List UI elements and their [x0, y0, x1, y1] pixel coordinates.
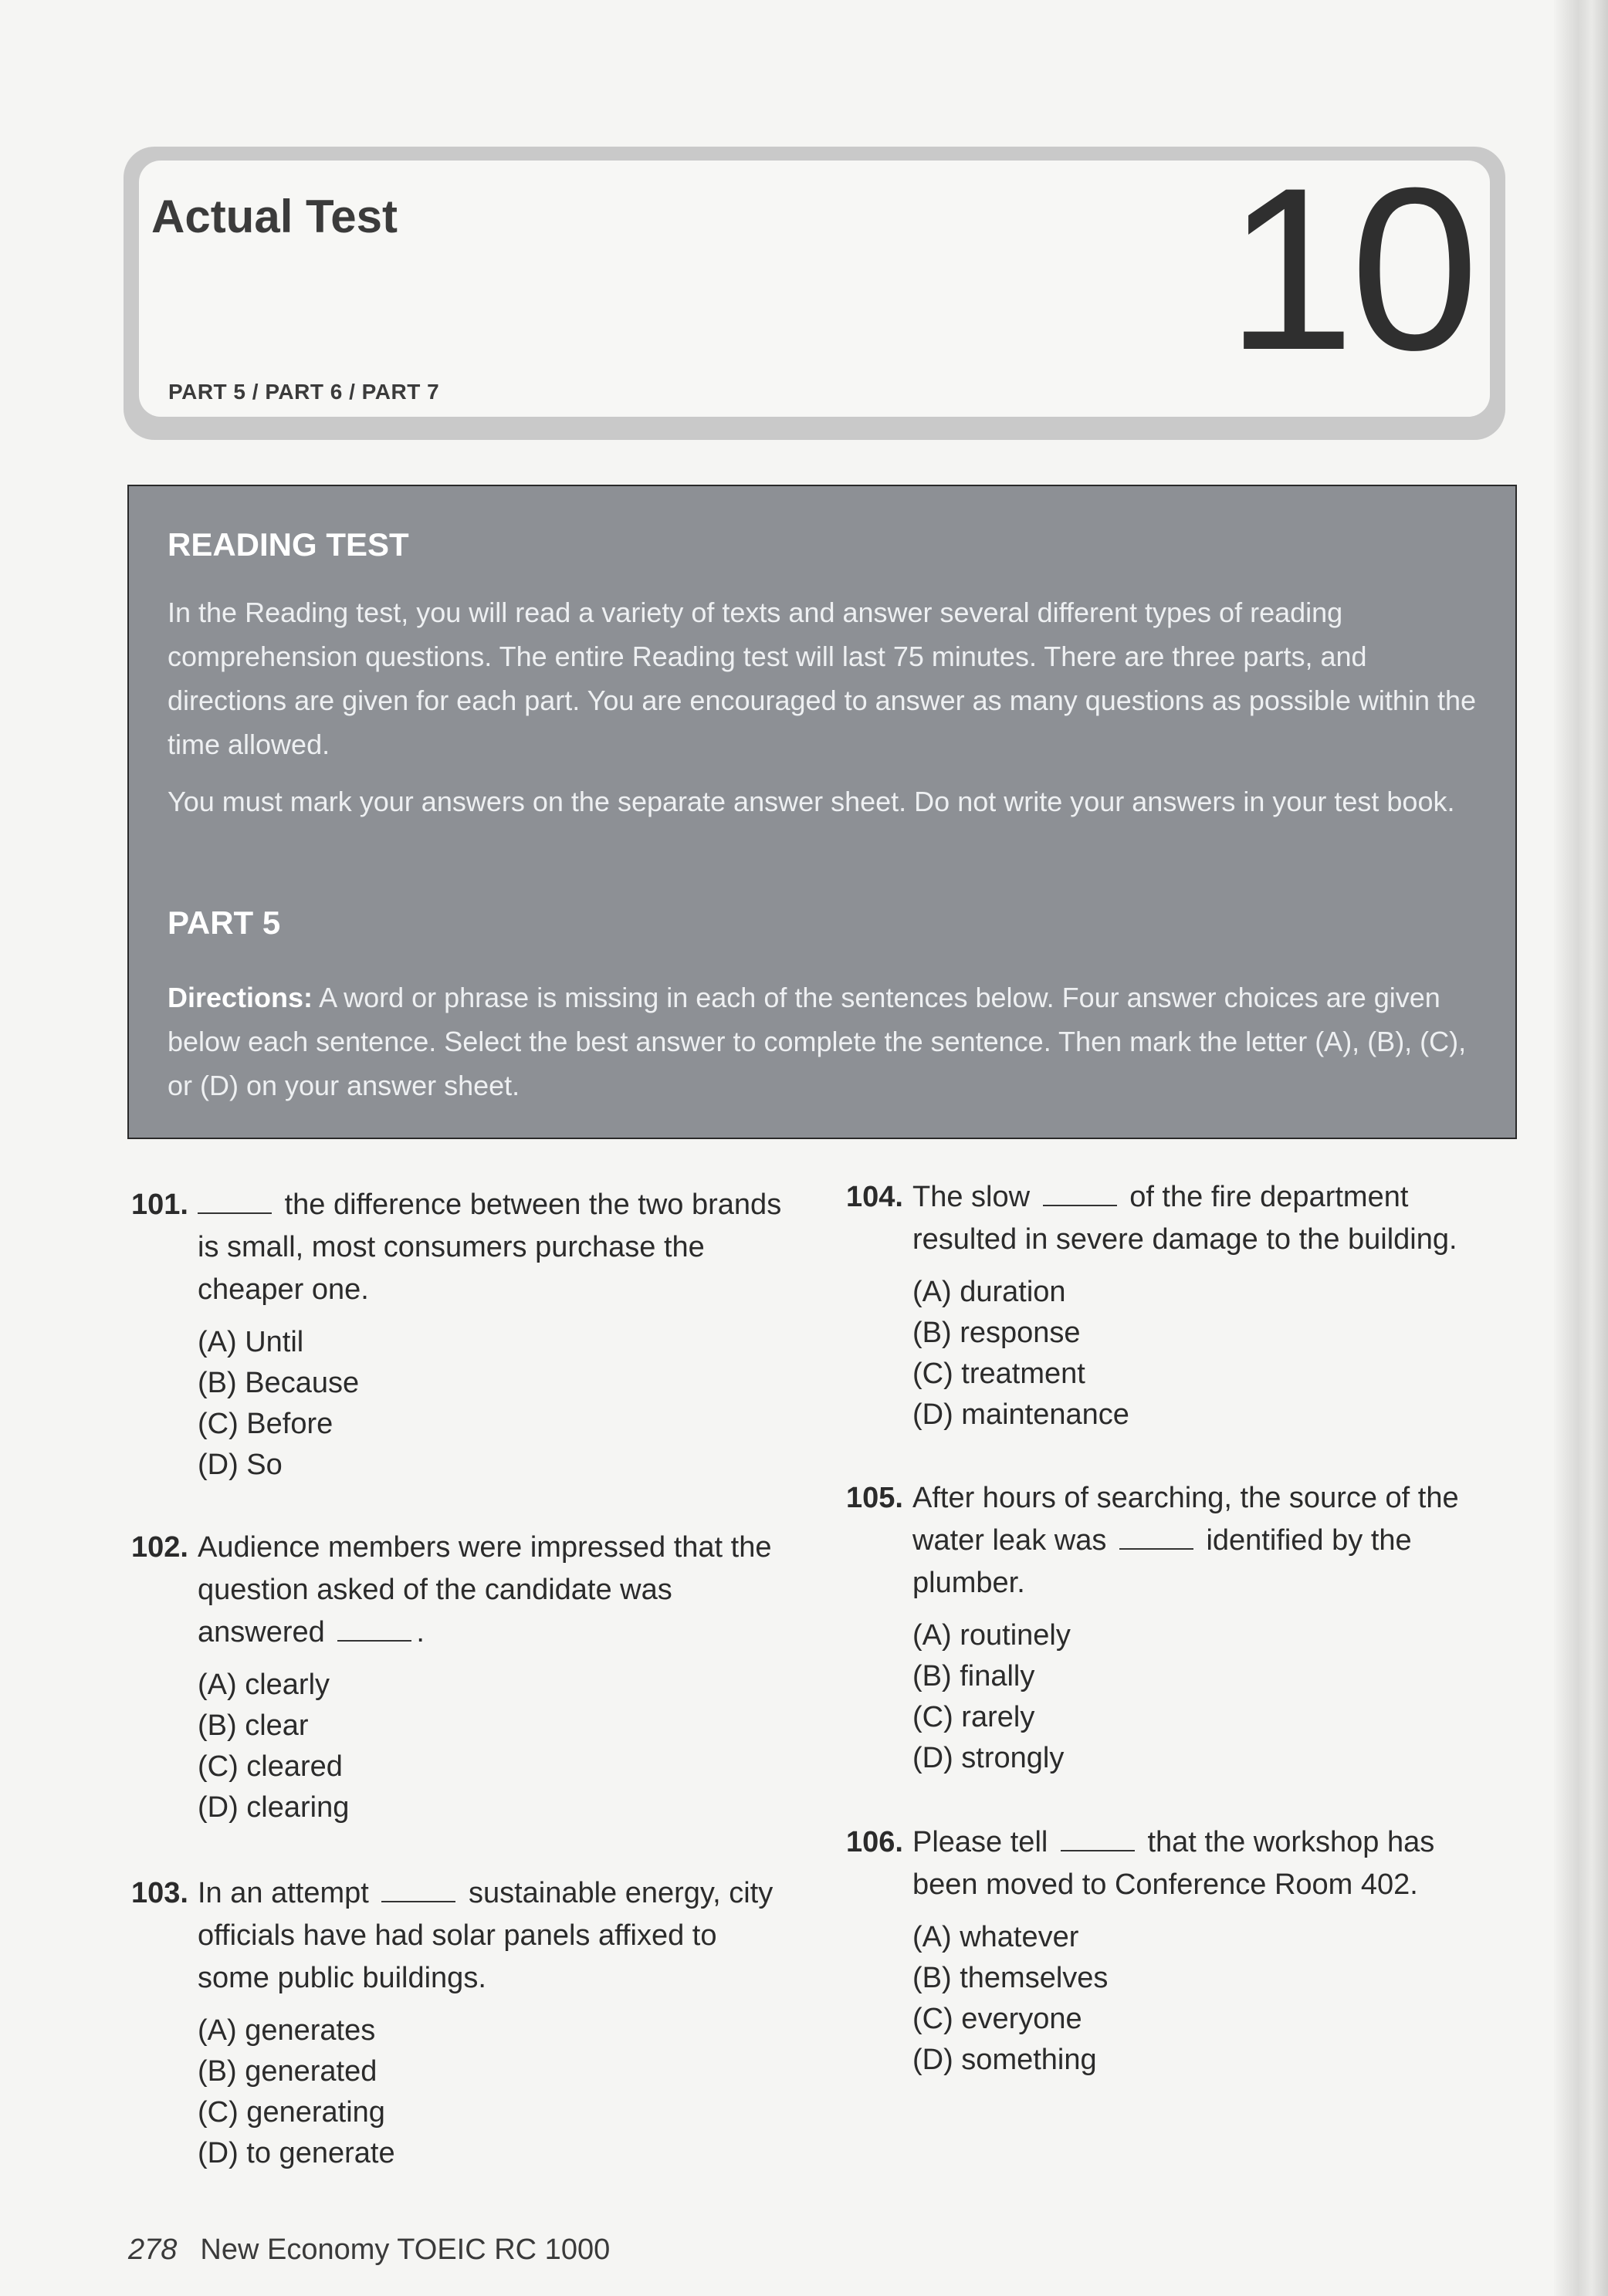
question-105	[846, 1477, 1507, 1779]
option-a: (A) clearly	[198, 1669, 330, 1701]
option-b: (B) response	[912, 1317, 1081, 1349]
reading-test-instructions	[127, 485, 1517, 1139]
answer-blank	[381, 1901, 455, 1902]
option-b: (B) clear	[198, 1709, 309, 1742]
page-title: Actual Test	[151, 191, 398, 242]
option-b: (B) finally	[912, 1660, 1035, 1692]
option-c: (C) Before	[198, 1408, 333, 1440]
option-a: (A) routinely	[912, 1619, 1071, 1652]
answer-options	[912, 1615, 1507, 1779]
option-d: (D) to generate	[198, 2137, 395, 2169]
answer-blank	[1043, 1205, 1117, 1206]
answer-options	[198, 1322, 792, 1486]
option-a: (A) Until	[198, 1326, 304, 1358]
option-c: (C) everyone	[912, 2003, 1082, 2035]
answer-blank	[1119, 1548, 1193, 1550]
option-c: (C) cleared	[198, 1750, 343, 1783]
question-number: 101.	[131, 1189, 188, 1221]
directions-text: A word or phrase is missing in each of the sentences below. Four answer choices are given below each sentence. Select the best answer to complete the sentence. Then mark the letter (A), (B), (C), or (D) on your answer sheet.	[168, 982, 1467, 1101]
question-number: 103.	[131, 1877, 188, 1909]
option-c: (C) treatment	[912, 1358, 1085, 1390]
question-stem: After hours of searching, the source of the water leak was identified by the plumber.	[912, 1482, 1459, 1599]
question-stem: the difference between the two brands is small, most consumers purchase the cheaper one.	[198, 1189, 782, 1306]
answer-blank	[337, 1640, 411, 1642]
page-number: 278	[128, 2233, 178, 2266]
test-number: 10	[1226, 139, 1474, 398]
book-title: New Economy TOEIC RC 1000	[200, 2233, 611, 2266]
question-103	[131, 1872, 792, 2174]
page-spine-shadow	[1554, 0, 1608, 2296]
option-a: (A) duration	[912, 1276, 1066, 1308]
option-a: (A) generates	[198, 2014, 376, 2047]
question-number: 106.	[846, 1826, 903, 1858]
option-d: (D) clearing	[198, 1791, 350, 1824]
question-stem: Please tell that the workshop has been moved to Conference Room 402.	[912, 1826, 1435, 1901]
reading-intro-paragraph: In the Reading test, you will read a variety of texts and answer several different types of reading comprehension questions. The entire Reading test will last 75 minutes. There are three parts, and directions are given for each part. You are encouraged to answer as many questions as possible within the time allowed.	[168, 597, 1477, 760]
answer-options	[912, 1917, 1507, 2081]
option-c: (C) rarely	[912, 1701, 1035, 1733]
question-number: 102.	[131, 1531, 188, 1564]
answer-blank	[1061, 1850, 1135, 1851]
question-number: 104.	[846, 1181, 903, 1213]
option-d: (D) So	[198, 1449, 283, 1481]
option-b: (B) Because	[198, 1367, 360, 1399]
option-a: (A) whatever	[912, 1921, 1079, 1953]
parts-label: PART 5 / PART 6 / PART 7	[168, 380, 440, 404]
answer-options	[198, 2010, 792, 2174]
option-d: (D) something	[912, 2044, 1097, 2076]
option-b: (B) themselves	[912, 1962, 1109, 1994]
question-number: 105.	[846, 1482, 903, 1514]
question-stem: Audience members were impressed that the question asked of the candidate was answered .	[198, 1531, 772, 1648]
question-106	[846, 1821, 1507, 2081]
option-c: (C) generating	[198, 2096, 385, 2129]
option-d: (D) maintenance	[912, 1398, 1129, 1431]
directions-paragraph	[168, 976, 1480, 1107]
question-stem: In an attempt sustainable energy, city officials have had solar panels affixed to some public buildings.	[198, 1877, 774, 1994]
question-102	[131, 1527, 792, 1828]
answer-options	[912, 1272, 1507, 1435]
answer-blank	[198, 1212, 272, 1214]
question-101	[131, 1184, 792, 1486]
answer-options	[198, 1665, 792, 1828]
question-stem: The slow of the fire department resulted in severe damage to the building.	[912, 1181, 1457, 1256]
option-b: (B) generated	[198, 2055, 377, 2088]
reading-test-heading: READING TEST	[168, 526, 409, 563]
option-d: (D) strongly	[912, 1742, 1065, 1774]
part5-heading: PART 5	[168, 905, 281, 941]
question-104	[846, 1176, 1507, 1435]
page-footer	[128, 2233, 610, 2267]
answer-sheet-paragraph: You must mark your answers on the separate answer sheet. Do not write your answers in your test book.	[168, 786, 1455, 817]
directions-label: Directions:	[168, 982, 313, 1013]
